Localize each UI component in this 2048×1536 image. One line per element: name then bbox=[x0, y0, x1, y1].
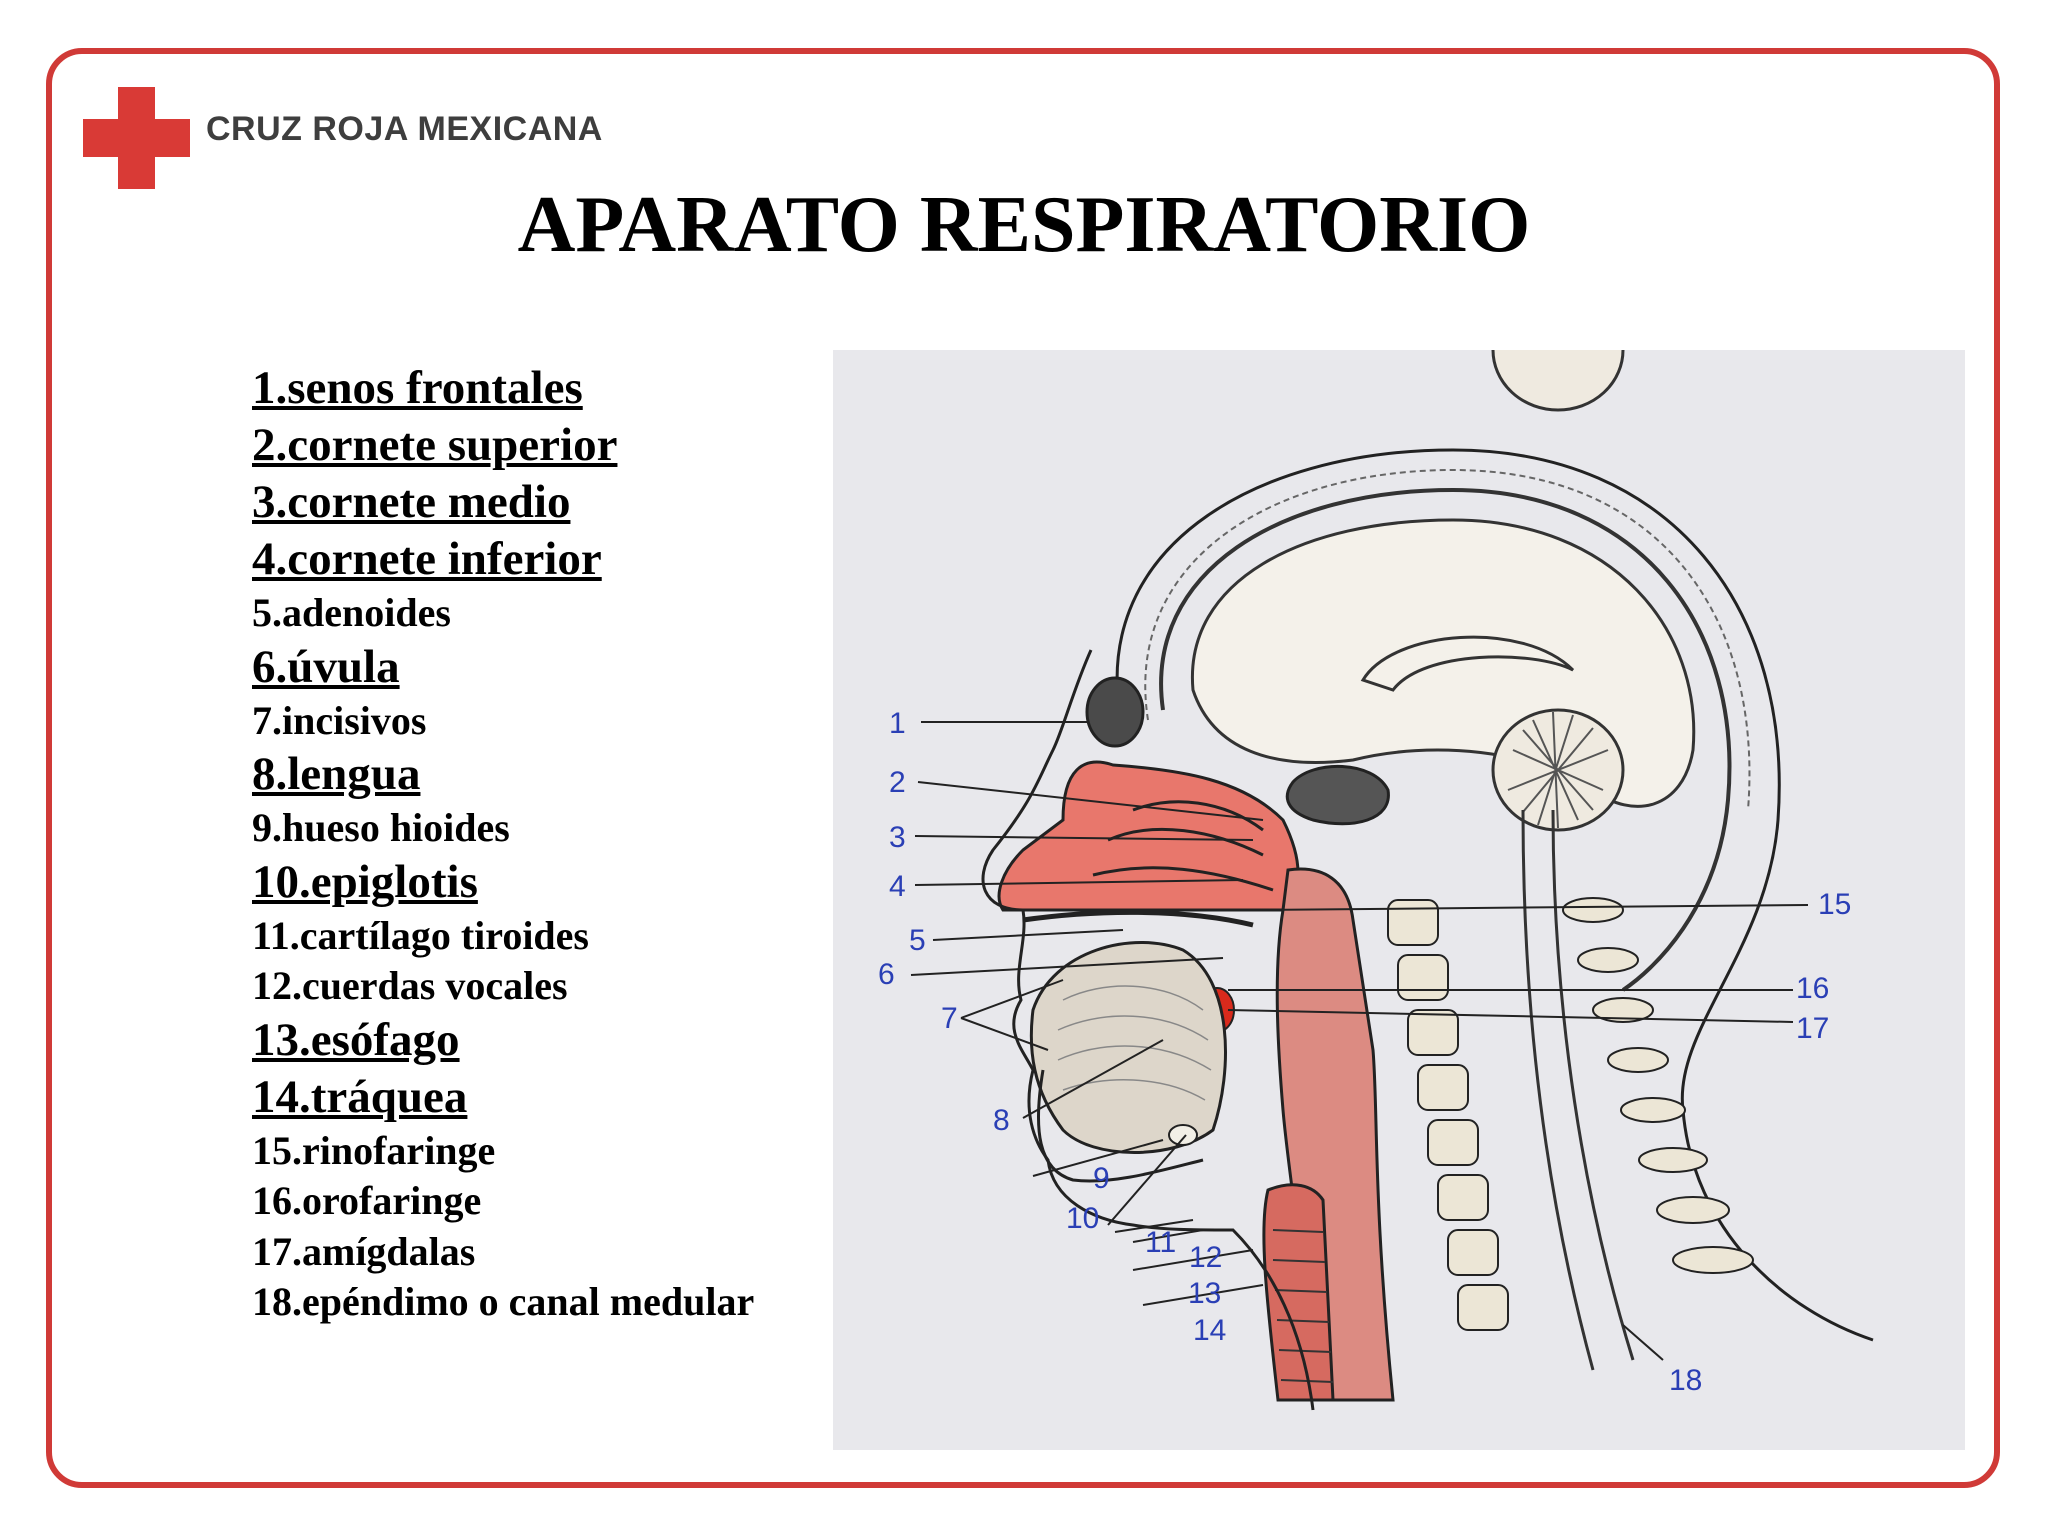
label-item-5: 5.adenoides bbox=[252, 590, 451, 635]
head-sagittal-diagram bbox=[833, 350, 1965, 1450]
label-item-10: 10.epiglotis bbox=[252, 855, 478, 908]
label-item-7: 7.incisivos bbox=[252, 697, 427, 743]
red-cross-logo bbox=[83, 87, 190, 189]
sphenoid-sinus bbox=[1287, 766, 1388, 823]
cervical-spine bbox=[1388, 900, 1508, 1330]
label-item-17: 17.amígdalas bbox=[252, 1228, 476, 1274]
label-list bbox=[252, 360, 842, 1328]
nasal-cavity bbox=[999, 762, 1298, 910]
callout-11: 11 bbox=[1145, 1226, 1177, 1259]
callout-12: 12 bbox=[1189, 1241, 1223, 1274]
callout-2: 2 bbox=[889, 766, 906, 799]
label-item-16: 16.orofaringe bbox=[252, 1178, 482, 1223]
label-item-1: 1.senos frontales bbox=[252, 362, 583, 414]
organization-name: CRUZ ROJA MEXICANA bbox=[206, 110, 603, 148]
label-item-15: 15.rinofaringe bbox=[252, 1127, 496, 1173]
hyoid-bone bbox=[1169, 1125, 1197, 1145]
label-item-3: 3.cornete medio bbox=[252, 476, 571, 528]
callout-13: 13 bbox=[1188, 1277, 1222, 1310]
label-item-11: 11.cartílago tiroides bbox=[252, 912, 589, 958]
spinous-processes bbox=[1563, 898, 1753, 1273]
label-item-8: 8.lengua bbox=[252, 748, 421, 800]
label-item-13: 13.esófago bbox=[252, 1013, 460, 1066]
label-item-18: 18.epéndimo o canal medular bbox=[252, 1279, 755, 1324]
callout-5: 5 bbox=[909, 924, 926, 957]
callout-3: 3 bbox=[889, 821, 906, 854]
callout-9: 9 bbox=[1093, 1162, 1110, 1195]
spinal-cord bbox=[1523, 810, 1593, 1370]
callout-16: 16 bbox=[1796, 972, 1830, 1005]
callout-14: 14 bbox=[1193, 1314, 1227, 1347]
label-item-14: 14.tráquea bbox=[252, 1070, 468, 1123]
callout-7: 7 bbox=[941, 1002, 958, 1035]
label-item-6: 6.úvula bbox=[252, 640, 400, 693]
callout-8: 8 bbox=[993, 1104, 1010, 1137]
label-item-4: 4.cornete inferior bbox=[252, 533, 602, 585]
callout-4: 4 bbox=[889, 870, 906, 903]
cross-horizontal-bar bbox=[83, 119, 190, 157]
callout-15: 15 bbox=[1818, 888, 1852, 921]
frontal-sinus bbox=[1087, 678, 1143, 746]
callout-10: 10 bbox=[1066, 1202, 1100, 1235]
callout-18: 18 bbox=[1669, 1364, 1703, 1397]
label-item-12: 12.cuerdas vocales bbox=[252, 963, 568, 1008]
label-item-2: 2.cornete superior bbox=[252, 419, 618, 471]
callout-17: 17 bbox=[1796, 1012, 1830, 1045]
callout-1: 1 bbox=[889, 707, 906, 740]
label-item-9: 9.hueso hioides bbox=[252, 805, 510, 850]
spinal-canal bbox=[1553, 810, 1633, 1360]
hard-palate bbox=[1023, 912, 1253, 925]
anatomy-diagram-panel bbox=[833, 350, 1965, 1450]
page-title: APARATO RESPIRATORIO bbox=[517, 181, 1531, 269]
tongue bbox=[1031, 943, 1225, 1153]
callout-6: 6 bbox=[878, 958, 895, 991]
